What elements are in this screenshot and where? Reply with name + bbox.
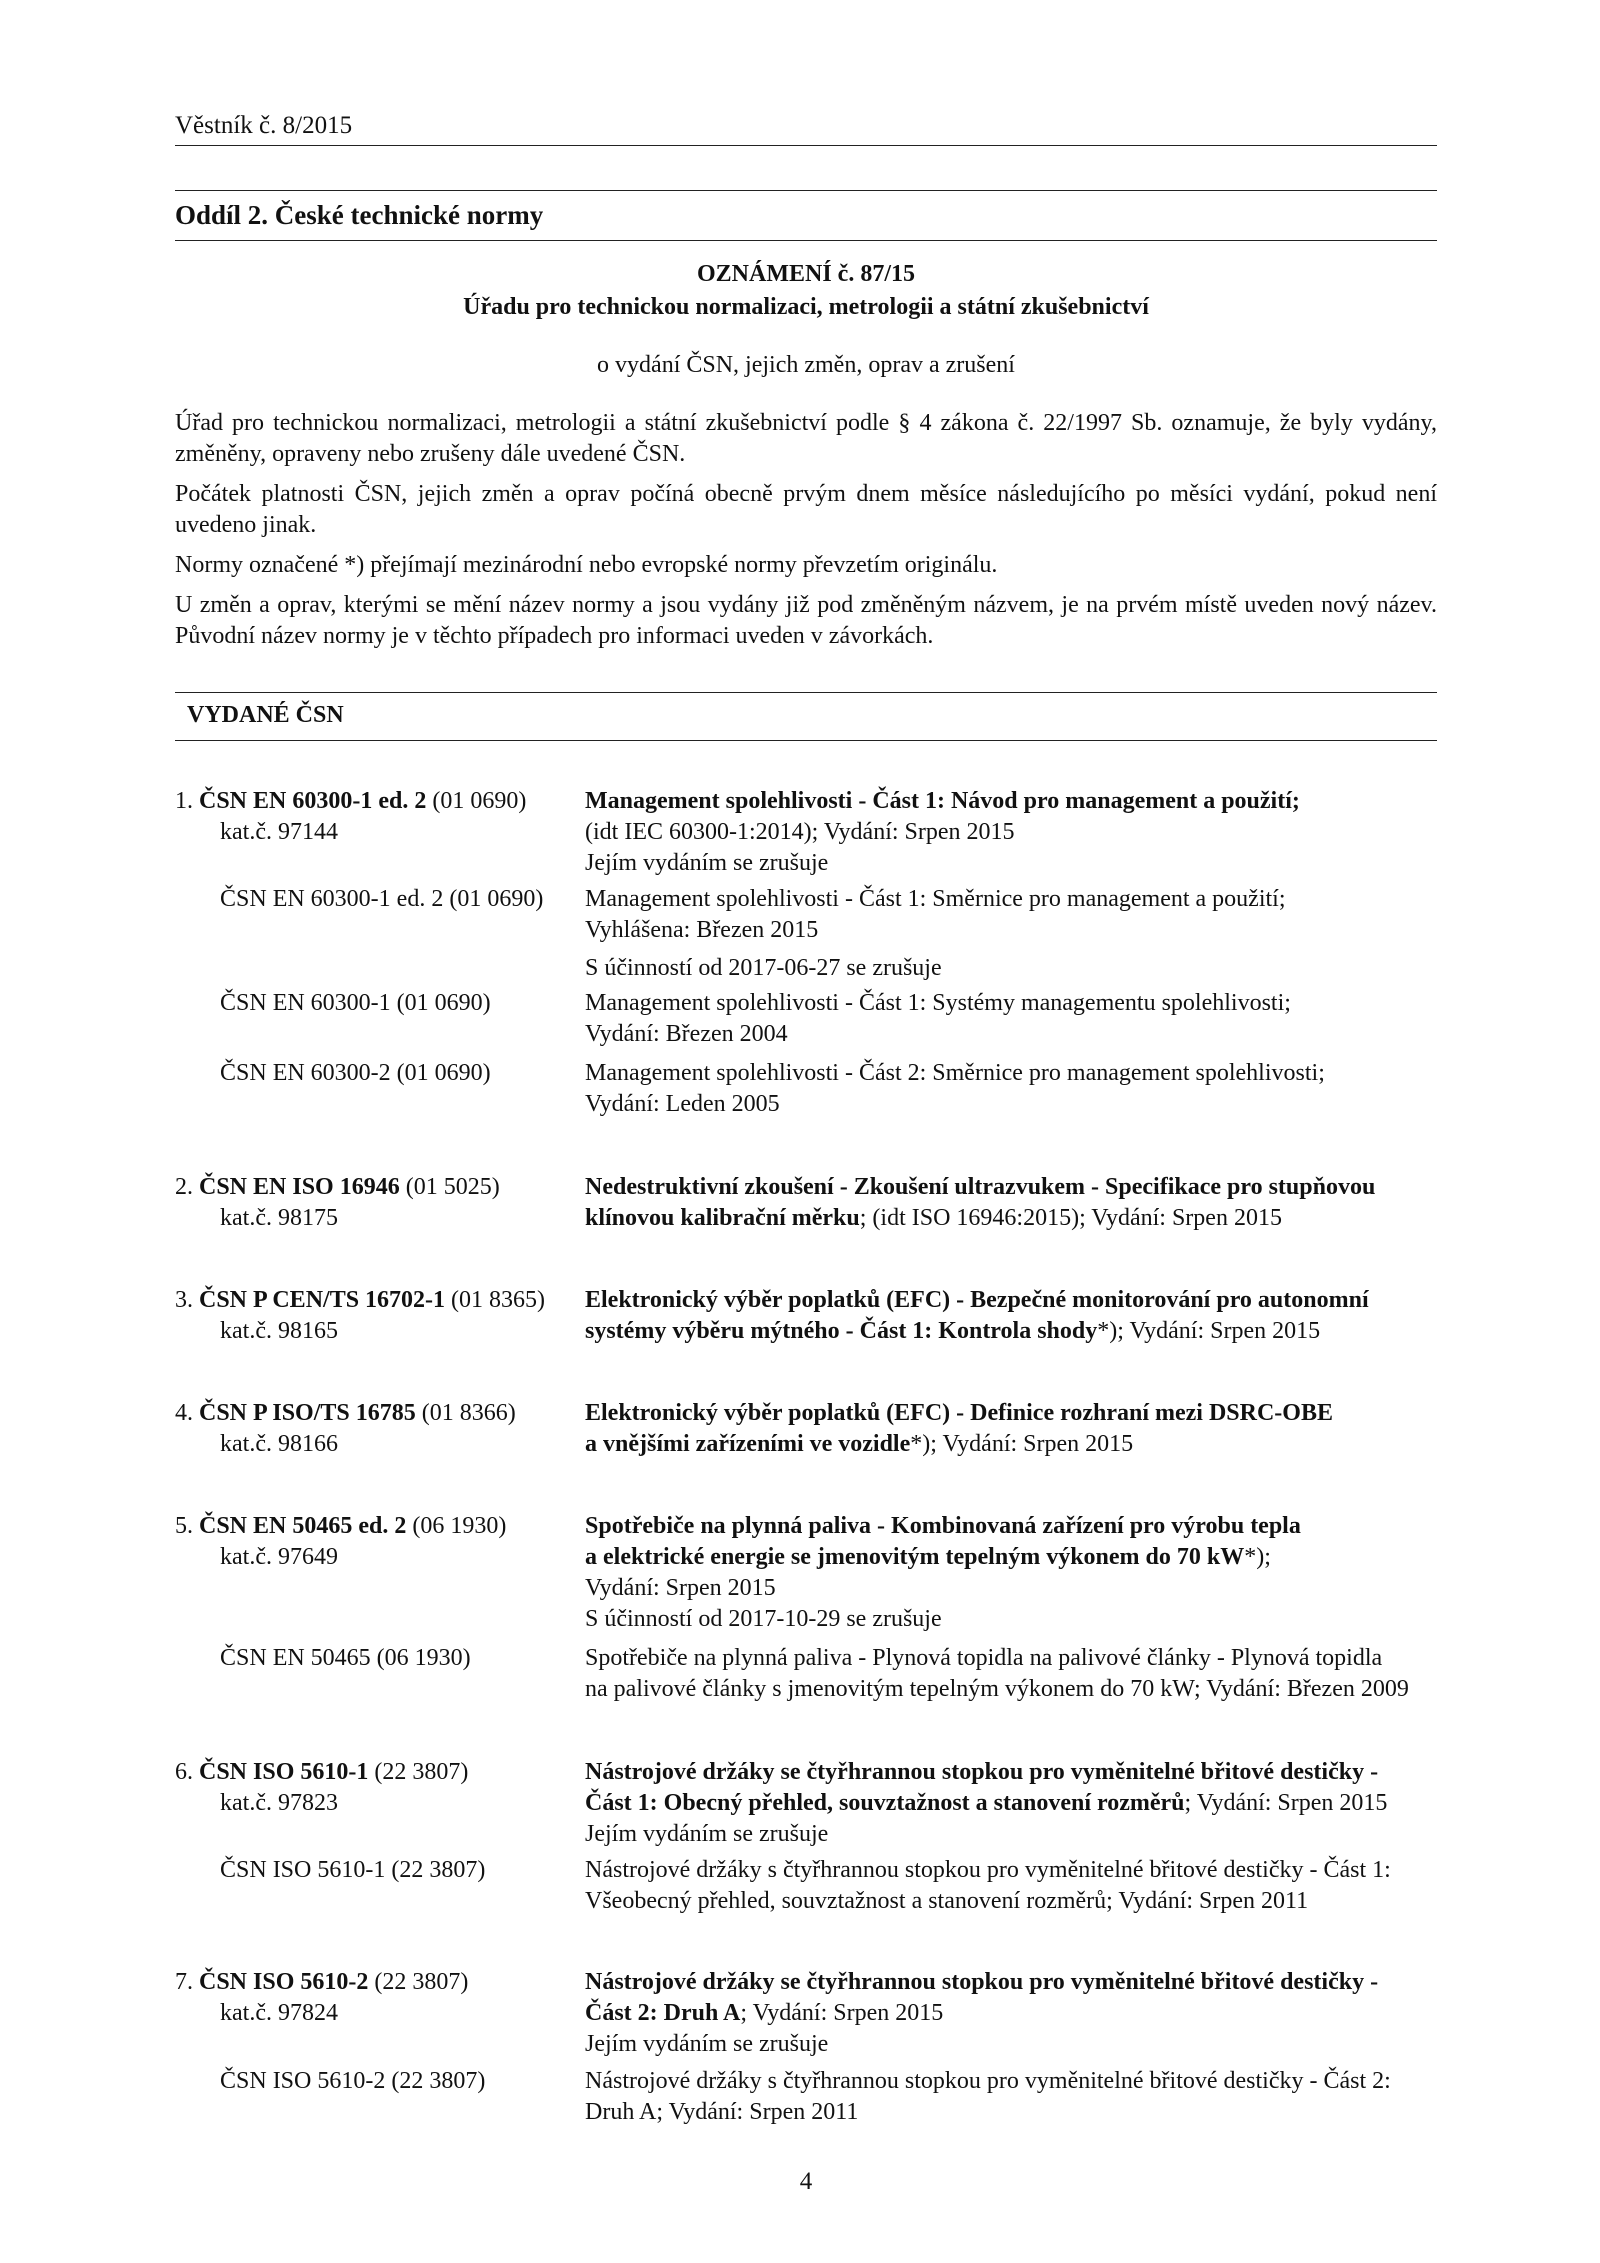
entry-1-right <box>585 786 1437 879</box>
entry-title: Management spolehlivosti - Část 1: Návod pro management a použití; <box>585 788 1300 814</box>
entry-kat: kat.č. 98175 <box>220 1205 338 1231</box>
repl-note: S účinností od 2017-06-27 se zrušuje <box>585 955 942 981</box>
entry-number: 7. <box>175 1969 193 1995</box>
entry-kat: kat.č. 98166 <box>220 1431 338 1457</box>
repl-5-1-code: ČSN EN 50465 (06 1930) <box>220 1645 471 1671</box>
intro-paragraph-3: Normy označené *) přejímají mezinárodní nebo evropské normy převzetím originálu. <box>175 552 998 578</box>
entry-info: ; Vydání: Srpen 2015 <box>740 2000 944 2026</box>
entry-info: *); Vydání: Srpen 2015 <box>910 1431 1134 1457</box>
repl-title: Management spolehlivosti - Část 1: Směrnice pro management a použití; <box>585 886 1286 912</box>
entry-title-cont: a vnějšími zařízeními ve vozidle <box>585 1431 911 1457</box>
entry-code: ČSN P ISO/TS 16785 <box>199 1400 416 1426</box>
repl-info: Druh A; Vydání: Srpen 2011 <box>585 2099 859 2125</box>
entry-note: Jejím vydáním se zrušuje <box>585 850 829 876</box>
repl-title: Management spolehlivosti - Část 2: Směrnice pro management spolehlivosti; <box>585 1060 1325 1086</box>
repl-1-2-text <box>585 988 1437 1050</box>
entry-info: (idt IEC 60300-1:2014); Vydání: Srpen 2015 <box>585 819 1015 845</box>
entry-number: 4. <box>175 1400 193 1426</box>
repl-title: Nástrojové držáky s čtyřhrannou stopkou pro vyměnitelné břitové destičky - Část 2: <box>585 2068 1391 2094</box>
entry-number: 2. <box>175 1174 193 1200</box>
repl-info: Vydání: Leden 2005 <box>585 1091 780 1117</box>
repl-7-1-code: ČSN ISO 5610-2 (22 3807) <box>220 2068 486 2094</box>
entry-7-right <box>585 1967 1437 2060</box>
repl-title: Management spolehlivosti - Část 1: Systémy managementu spolehlivosti; <box>585 990 1291 1016</box>
repl-1-2-code: ČSN EN 60300-1 (01 0690) <box>220 990 491 1016</box>
entry-title: Nástrojové držáky se čtyřhrannou stopkou pro vyměnitelné břitové destičky - <box>585 1969 1379 1995</box>
announcement-subtitle: o vydání ČSN, jejich změn, oprav a zrušení <box>597 352 1015 378</box>
section-rule-bottom <box>175 240 1437 241</box>
announcement-title: OZNÁMENÍ č. 87/15 <box>697 261 915 287</box>
document-page <box>175 0 1437 2263</box>
entry-6-left <box>175 1757 565 1819</box>
entry-code: ČSN EN 60300-1 ed. 2 <box>199 788 427 814</box>
entry-5-right <box>585 1511 1437 1635</box>
entry-note: Jejím vydáním se zrušuje <box>585 2031 829 2057</box>
vydane-heading: VYDANÉ ČSN <box>187 702 344 728</box>
repl-info: Vyhlášena: Březen 2015 <box>585 917 819 943</box>
entry-2-right <box>585 1172 1437 1234</box>
repl-1-1-code: ČSN EN 60300-1 ed. 2 (01 0690) <box>220 886 544 912</box>
entry-1-left <box>175 786 565 848</box>
entry-3-right <box>585 1285 1437 1347</box>
entry-code: ČSN EN 50465 ed. 2 <box>199 1513 407 1539</box>
intro-paragraph-4: U změn a oprav, kterými se mění název normy a jsou vydány již pod změněným názvem, je na prvém místě uveden nový název. Původní název normy je v těchto případech pro informaci uveden v závorkách. <box>175 592 1437 649</box>
entry-class: (06 1930) <box>412 1513 507 1539</box>
repl-1-3-text <box>585 1058 1437 1120</box>
page-number: 4 <box>799 2168 813 2195</box>
entry-kat: kat.č. 98165 <box>220 1318 338 1344</box>
entry-4-right <box>585 1398 1437 1460</box>
entry-title-cont: a elektrické energie se jmenovitým tepelným výkonem do 70 kW <box>585 1544 1245 1570</box>
entry-title-suffix: *); <box>1244 1544 1271 1570</box>
entry-kat: kat.č. 97144 <box>220 819 338 845</box>
repl-1-3-code: ČSN EN 60300-2 (01 0690) <box>220 1060 491 1086</box>
vydane-rule-top <box>175 692 1437 693</box>
announcement-heading <box>175 258 1437 324</box>
section-title: Oddíl 2. České technické normy <box>175 200 544 230</box>
running-header: Věstník č. 8/2015 <box>175 112 353 139</box>
entry-4-left <box>175 1398 565 1460</box>
entry-note: Jejím vydáním se zrušuje <box>585 1821 829 1847</box>
entry-kat: kat.č. 97823 <box>220 1790 338 1816</box>
entry-title: Elektronický výběr poplatků (EFC) - Definice rozhraní mezi DSRC-OBE <box>585 1400 1333 1426</box>
entry-number: 5. <box>175 1513 193 1539</box>
announcement-issuer: Úřadu pro technickou normalizaci, metrologii a státní zkušebnictví <box>463 294 1149 320</box>
entry-5-left <box>175 1511 565 1573</box>
entry-code: ČSN P CEN/TS 16702-1 <box>199 1287 446 1313</box>
section-rule-top <box>175 190 1437 191</box>
entry-class: (22 3807) <box>374 1969 469 1995</box>
entry-code: ČSN EN ISO 16946 <box>199 1174 400 1200</box>
entry-7-left <box>175 1967 565 2029</box>
entry-title: Elektronický výběr poplatků (EFC) - Bezpečné monitorování pro autonomní <box>585 1287 1369 1313</box>
entry-number: 6. <box>175 1759 193 1785</box>
entry-title: Nedestruktivní zkoušení - Zkoušení ultrazvukem - Specifikace pro stupňovou <box>585 1174 1376 1200</box>
entry-info: ; Vydání: Srpen 2015 <box>1184 1790 1388 1816</box>
vydane-rule-bottom <box>175 740 1437 741</box>
entry-info: ; (idt ISO 16946:2015); Vydání: Srpen 2015 <box>859 1205 1282 1231</box>
repl-1-1-text <box>585 884 1437 984</box>
entry-class: (22 3807) <box>374 1759 469 1785</box>
entry-3-left <box>175 1285 565 1347</box>
entry-class: (01 0690) <box>432 788 527 814</box>
entry-kat: kat.č. 97824 <box>220 2000 338 2026</box>
repl-info: Všeobecný přehled, souvztažnost a stanovení rozměrů; Vydání: Srpen 2011 <box>585 1888 1309 1914</box>
intro-paragraph-1: Úřad pro technickou normalizaci, metrologii a státní zkušebnictví podle § 4 zákona č. 22/1997 Sb. oznamuje, že byly vydány, změněny, opraveny nebo zrušeny dále uvedené ČSN. <box>175 410 1437 467</box>
entry-kat: kat.č. 97649 <box>220 1544 338 1570</box>
repl-6-1-text <box>585 1855 1437 1917</box>
header-rule <box>175 145 1437 146</box>
repl-7-1-text <box>585 2066 1437 2128</box>
entry-class: (01 5025) <box>405 1174 500 1200</box>
entry-class: (01 8365) <box>451 1287 546 1313</box>
repl-info: na palivové články s jmenovitým tepelným výkonem do 70 kW; Vydání: Březen 2009 <box>585 1676 1409 1702</box>
repl-info: Vydání: Březen 2004 <box>585 1021 788 1047</box>
entry-number: 3. <box>175 1287 193 1313</box>
entry-info: Vydání: Srpen 2015 <box>585 1575 776 1601</box>
repl-title: Spotřebiče na plynná paliva - Plynová topidla na palivové články - Plynová topidla <box>585 1645 1383 1671</box>
entry-6-right <box>585 1757 1437 1850</box>
entry-title-cont: Část 1: Obecný přehled, souvztažnost a stanovení rozměrů <box>585 1790 1185 1816</box>
entry-title-cont: systémy výběru mýtného - Část 1: Kontrola shody <box>585 1318 1098 1344</box>
repl-title: Nástrojové držáky s čtyřhrannou stopkou pro vyměnitelné břitové destičky - Část 1: <box>585 1857 1391 1883</box>
entry-class: (01 8366) <box>421 1400 516 1426</box>
entry-2-left <box>175 1172 565 1234</box>
entry-title: Spotřebiče na plynná paliva - Kombinovaná zařízení pro výrobu tepla <box>585 1513 1301 1539</box>
repl-6-1-code: ČSN ISO 5610-1 (22 3807) <box>220 1857 486 1883</box>
entry-title-cont: klínovou kalibrační měrku <box>585 1205 860 1231</box>
repl-5-1-text <box>585 1643 1437 1705</box>
entry-info: *); Vydání: Srpen 2015 <box>1097 1318 1321 1344</box>
entry-title: Nástrojové držáky se čtyřhrannou stopkou pro vyměnitelné břitové destičky - <box>585 1759 1379 1785</box>
entry-note: S účinností od 2017-10-29 se zrušuje <box>585 1606 942 1632</box>
intro-paragraph-2: Počátek platnosti ČSN, jejich změn a oprav počíná obecně prvým dnem měsíce následujícího po měsíci vydání, pokud není uvedeno jinak. <box>175 481 1437 538</box>
entry-code: ČSN ISO 5610-1 <box>199 1759 369 1785</box>
entry-number: 1. <box>175 788 193 814</box>
entry-code: ČSN ISO 5610-2 <box>199 1969 369 1995</box>
entry-title-cont: Část 2: Druh A <box>585 2000 741 2026</box>
